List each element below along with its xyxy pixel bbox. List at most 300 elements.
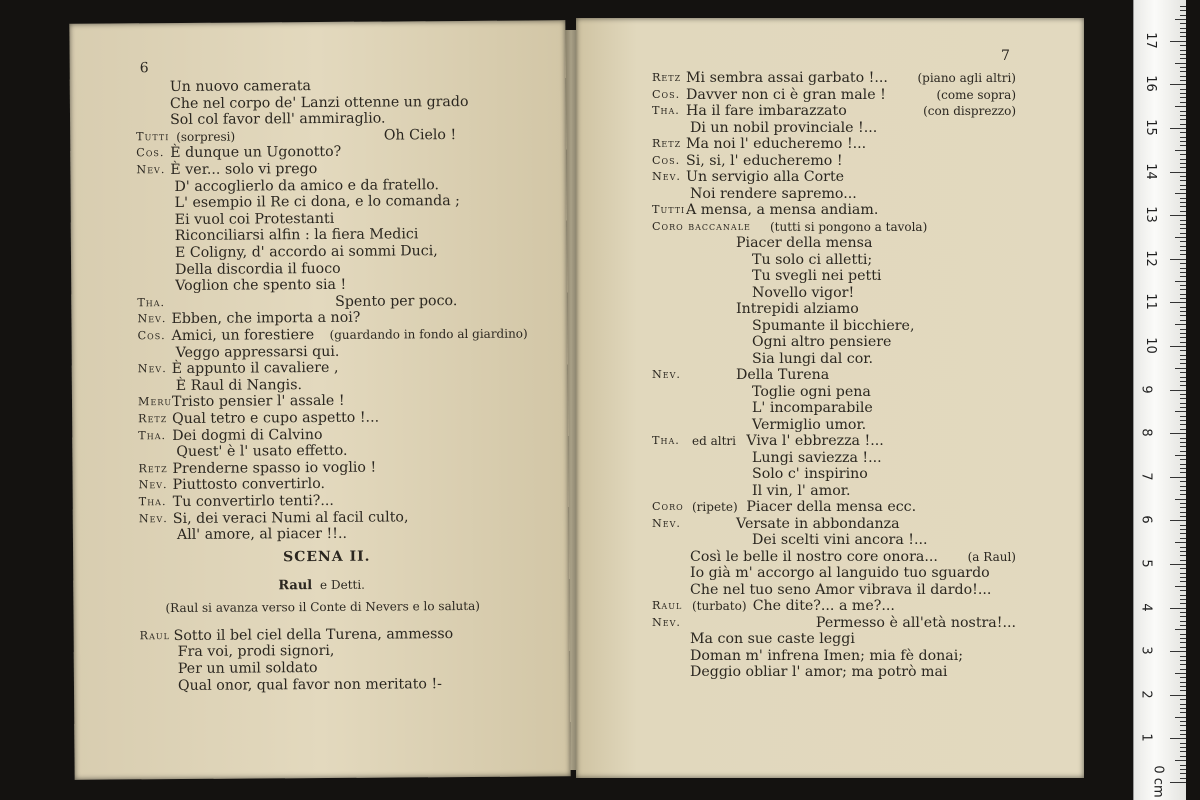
ruler-tick [1175,324,1186,325]
verse-text: Solo c' inspirino [752,466,868,482]
speaker-name: Retz [652,137,682,150]
ruler-tick [1180,398,1186,399]
stage-direction: (sorpresi) [176,129,236,144]
speaker-name: Nev. [137,312,167,326]
text-line [74,625,570,644]
ruler-tick [1170,302,1186,303]
speaker-name: Nev. [137,362,167,376]
speaker-name: Tha. [652,104,680,117]
ruler-tick [1180,516,1186,517]
ruler-tick [1170,564,1186,565]
ruler-tick [1180,438,1186,439]
verse-text: Per un umil soldato [177,660,318,677]
ruler-tick [1180,381,1186,382]
speaker-name: Cos. [137,329,166,343]
ruler-tick [1170,346,1186,347]
ruler-tick [1180,420,1186,421]
ruler-tick [1180,664,1186,665]
ruler-tick [1180,538,1186,539]
verse-text: È dunque un Ugonotto? [170,144,342,162]
ruler-tick [1180,590,1186,591]
cast-name: Raul [278,577,313,594]
ruler-tick [1180,547,1186,548]
ruler-tick [1180,468,1186,469]
verse-text: Oh Cielo ! [383,126,457,144]
ruler-label: 1 [1138,733,1154,743]
ruler-tick [1180,307,1186,308]
ruler-tick [1170,738,1186,739]
ruler-tick [1180,494,1186,495]
ruler-tick [1180,50,1186,51]
ruler-tick [1180,10,1186,11]
ruler-tick [1175,193,1186,194]
verse-text: Viva l' ebbrezza !... [746,433,884,449]
speaker-name: Nev. [652,615,681,629]
speaker-name: Nev. [138,511,168,525]
ruler-tick [1180,320,1186,321]
ruler-tick [1180,185,1186,186]
speaker-name: Tutti [136,129,170,144]
ruler-label: 17 [1142,32,1158,49]
ruler-tick [1180,533,1186,534]
ruler-tick [1175,411,1186,412]
verse-text: Piacer della mensa [736,235,873,251]
ruler-tick [1180,233,1186,234]
ruler-tick [1180,246,1186,247]
ruler-tick [1180,159,1186,160]
verse-text: Ma noi l' educheremo !... [686,136,867,152]
verse-text: Un servigio alla Corte [686,169,845,185]
verse-text: Sia lungi dal cor. [752,350,873,367]
ruler-tick [1180,202,1186,203]
ruler-tick [1180,751,1186,752]
ruler-tick [1180,721,1186,722]
speaker-name: Tha. [652,434,680,447]
ruler-tick [1180,581,1186,582]
ruler-tick [1180,551,1186,552]
text-line [74,675,570,694]
ruler-tick [1180,725,1186,726]
ruler-label: 8 [1138,428,1154,437]
ruler-tick [1180,612,1186,613]
ruler-tick [1180,625,1186,626]
verse-text: È ver... solo vi prego [170,161,318,179]
verse-text: Ma con sue caste leggi [690,631,855,647]
verse-text: È appunto il cavaliere , [171,360,339,378]
page-number: 7 [1001,48,1010,64]
ruler-tick [1180,616,1186,617]
ruler-tick [1180,429,1186,430]
verse-text: Qual onor, qual favor non meritato !- [177,675,442,694]
ruler-tick [1180,250,1186,251]
ruler-tick [1180,656,1186,657]
ruler-tick [1180,730,1186,731]
verse-text: Ha il fare imbarazzato [686,103,847,119]
ruler-tick [1170,520,1186,521]
ruler-tick [1170,390,1186,391]
ruler-tick [1180,647,1186,648]
ruler-tick [1180,778,1186,779]
ruler-tick [1180,486,1186,487]
ruler-tick [1180,416,1186,417]
verse-text: Veggo appressarsi qui. [175,343,340,361]
ruler-label: 12 [1142,250,1158,267]
ruler-tick [1180,525,1186,526]
ruler-tick [1180,198,1186,199]
ruler-tick [1180,355,1186,356]
ruler-tick [1170,172,1186,173]
verse-text: L' incomparabile [752,400,873,416]
ruler-tick [1180,769,1186,770]
verse-text: Voglion che spento sia ! [175,277,347,295]
ruler-tick [1180,677,1186,678]
scena-heading: SCENA II. [283,548,371,566]
verse-text: Si, si, l' educheremo ! [686,152,843,169]
ruler-label: 2 [1138,690,1154,699]
ruler-tick [1180,669,1186,670]
ruler-label: 4 [1138,602,1154,612]
ruler-tick [1180,97,1186,98]
ruler-tick [1180,167,1186,168]
verse-text: Io già m' accorgo al languido tuo sguardo [690,565,990,581]
verse-text: Un nuovo camerata [169,78,312,96]
ruler-tick [1170,608,1186,609]
ruler-tick [1170,41,1186,42]
ruler-label: 3 [1138,646,1154,655]
ruler-tick [1180,137,1186,138]
ruler-tick [1170,259,1186,260]
ruler-tick [1180,254,1186,255]
verse-text: Tristo pensier l' assale ! [171,393,345,411]
scena-cast [278,576,365,594]
verse-text: Noi rendere sapremo... [690,185,857,202]
verse-text: All' amore, al piacer !!.. [176,526,348,544]
ruler-tick [1175,542,1186,543]
ruler-label: 10 [1142,337,1158,354]
ruler-tick [1175,150,1186,151]
speaker-name: Tha. [138,495,167,509]
ruler-tick [1175,760,1186,761]
ruler-tick [1180,6,1186,7]
stage-direction: (con disprezzo) [923,104,1016,118]
ruler-tick [1180,294,1186,295]
verse-text: Si, dei veraci Numi al facil culto, [172,508,409,527]
ruler-tick [1180,89,1186,90]
ruler-tick [1180,154,1186,155]
verse-text: Novello vigor! [752,284,855,301]
ruler-tick [1180,464,1186,465]
verse-text: Riconciliarsi alfin : la fiera Medici [174,226,419,245]
speaker-name: Cos. [652,153,681,167]
ruler-label: 16 [1142,75,1158,93]
ruler-tick [1180,424,1186,425]
stage-direction: (ripete) [692,500,738,514]
ruler-tick [1180,372,1186,373]
verse-text: Sol col favor dell' ammiraglio. [169,110,386,129]
ruler-tick [1180,568,1186,569]
verse-text: Ebben, che importa a noi? [171,310,361,328]
ruler-tick [1180,577,1186,578]
text-line [70,93,566,112]
ruler-tick [1180,119,1186,120]
ruler-tick [1180,743,1186,744]
ruler-tick [1180,573,1186,574]
ruler-tick [1180,71,1186,72]
ruler-tick [1180,189,1186,190]
stage-direction: (tutti si pongono a tavola) [770,219,928,234]
stage-direction: (a Raul) [967,549,1016,564]
ruler-tick [1180,708,1186,709]
ruler-label: 9 [1138,384,1154,394]
ruler-tick [1180,263,1186,264]
ruler-tick [1180,704,1186,705]
ruler-tick [1175,281,1186,282]
ruler-label: 6 [1138,515,1154,525]
speaker-name: Raul [139,628,170,643]
verse-text: Piuttosto convertirlo. [172,476,326,494]
verse-text: Della discordia il fuoco [175,260,341,278]
verse-text: Vermiglio umor. [752,416,867,433]
ruler-tick [1170,477,1186,478]
cast-rest: e Detti. [316,577,366,592]
verse-text: Versate in abbondanza [736,515,900,532]
verse-text: Quest' è l' usato effetto. [176,442,348,461]
ruler-tick [1180,490,1186,491]
speaker-name: Retz [138,461,168,476]
ruler-tick [1180,141,1186,142]
ruler-tick [1170,782,1186,783]
ruler-tick [1175,717,1186,718]
ruler-tick [1180,459,1186,460]
ruler-tick [1180,58,1186,59]
ruler-tick [1180,363,1186,364]
verse-text: Così le belle il nostro core onora... [690,548,938,565]
ruler-tick [1175,368,1186,369]
ruler-tick [1175,673,1186,674]
ruler-tick [1180,385,1186,386]
ruler-tick [1180,621,1186,622]
verse-text: Lungi saviezza !... [752,449,882,466]
ruler-tick [1180,342,1186,343]
speaker-name: Nev. [652,368,681,381]
ruler-tick [1180,124,1186,125]
ruler-tick [1180,446,1186,447]
ruler-tick [1180,337,1186,338]
verse-text: E Coligny, d' accordo ai sommi Duci, [174,243,438,262]
stage-direction: (piano agli altri) [917,71,1016,85]
speaker-name: Cos. [652,87,681,101]
speaker-name: Retz [652,71,682,84]
ruler-tick [1170,84,1186,85]
verse-text: Fra voi, prodi signori, [177,643,335,661]
ruler-tick [1180,747,1186,748]
ruler-tick [1180,359,1186,360]
ruler-tick [1180,603,1186,604]
speaker-name: Nev. [138,478,168,492]
ruler-tick [1180,80,1186,81]
ruler-tick [1175,106,1186,107]
ruler-tick [1180,241,1186,242]
ruler-tick [1175,629,1186,630]
ruler-tick [1180,512,1186,513]
speaker-name: Meru [137,395,173,409]
verse-text: Deggio obliar l' amor; ma potrò mai [690,664,948,680]
ruler-tick [1180,333,1186,334]
ruler-tick [1180,115,1186,116]
stage-direction: (turbato) [692,599,747,613]
speaker-name: Raul [652,599,683,612]
ruler-label: 5 [1138,559,1154,568]
verse-text: D' accoglierlo da amico e da fratello. [174,176,440,195]
ruler-tick [1180,686,1186,687]
ruler-tick [1180,634,1186,635]
ruler-tick [1180,765,1186,766]
right-page [576,18,1084,778]
ruler-tick [1180,176,1186,177]
ruler-label: 13 [1142,206,1158,223]
ruler-tick [1175,63,1186,64]
speaker-name: Nev. [136,163,166,177]
ruler-tick [1180,102,1186,103]
ruler-tick [1180,503,1186,504]
ruler-tick [1180,111,1186,112]
ruler-tick [1180,132,1186,133]
ruler-tick [1180,638,1186,639]
ruler-tick [1180,660,1186,661]
ruler-tick [1180,45,1186,46]
verse-text: Prenderne spasso io voglio ! [172,459,377,477]
ruler-tick [1180,734,1186,735]
ruler-tick [1180,180,1186,181]
ruler-tick [1175,19,1186,20]
speaker-name: Coro [652,500,684,513]
verse-text: Permesso è all'età nostra!... [815,614,1016,631]
verse-text: A mensa, a mensa andiam. [686,202,879,218]
ruler-tick [1180,529,1186,530]
ruler-tick [1180,756,1186,757]
ruler-tick [1180,211,1186,212]
ruler-tick [1175,237,1186,238]
ruler-tick [1180,773,1186,774]
speaker-name: Retz [138,412,168,426]
ruler-tick [1180,377,1186,378]
ruler-tick [1170,695,1186,696]
verse-text: Doman m' infrena Imen; mia fè donai; [690,647,964,664]
ruler-tick [1180,36,1186,37]
ruler-tick [1180,224,1186,225]
ruler-tick [1180,555,1186,556]
ruler-label: 15 [1142,119,1158,136]
stage-direction: (come sopra) [936,87,1016,102]
verse-text: Il vin, l' amor. [752,482,851,499]
ruler-label: 0 cm [1150,765,1166,798]
ruler-tick [1175,455,1186,456]
ruler-tick [1180,76,1186,77]
stage-direction: (guardando in fondo al giardino) [329,326,528,342]
verse-text: Intrepidi alziamo [736,301,859,317]
ruler-tick [1180,93,1186,94]
ruler-tick [1180,442,1186,443]
speaker-name: Cos. [136,146,165,160]
ruler-tick [1180,145,1186,146]
verse-text: Di un nobil provinciale !... [690,119,878,136]
ruler-tick [1180,682,1186,683]
verse-text: Ogni altro pensiere [752,334,892,350]
ruler-tick [1180,403,1186,404]
verse-text: Della Turena [736,367,830,383]
ruler-tick [1180,329,1186,330]
page-number: 6 [139,60,149,77]
verse-text: Ei vuol coi Protestanti [174,210,335,228]
verse-text: Tu convertirlo tenti?... [172,492,334,511]
ruler-tick [1180,276,1186,277]
ruler-tick [1175,586,1186,587]
verse-text: Mi sembra assai garbato !... [686,70,888,86]
ruler-tick [1180,298,1186,299]
verse-text: Piacer della mensa ecc. [746,499,917,515]
ruler-tick [1180,699,1186,700]
ruler-label: 11 [1142,293,1158,311]
speaker-name: Tha. [138,428,167,442]
ruler-tick [1180,642,1186,643]
ruler-tick [1180,451,1186,452]
ruler-tick [1180,481,1186,482]
ruler-tick [1180,206,1186,207]
speaker-name: Tutti [652,203,686,216]
ruler-tick [1180,289,1186,290]
ruler-tick [1180,315,1186,316]
speaker-name: Coro baccanale [652,219,751,233]
verse-text: L' esempio il Re ci dona, e lo comanda ; [174,193,460,212]
left-page [69,20,570,779]
ruler-tick [1180,32,1186,33]
speaker-name: Nev. [652,170,681,183]
verse-text: Che nel corpo de' Lanzi ottenne un grado [169,93,469,112]
ruler-tick [1180,712,1186,713]
ruler-tick [1180,350,1186,351]
ruler-tick [1180,228,1186,229]
verse-text: Spumante il bicchiere, [752,317,915,334]
verse-text: Tu solo ci alletti; [752,251,873,268]
ruler-tick [1175,499,1186,500]
ruler-tick [1180,285,1186,286]
ruler-tick [1180,272,1186,273]
verse-text: Davver non ci è gran male ! [686,86,886,103]
verse-text: Qual tetro e cupo aspetto !... [172,409,380,428]
ruler-tick [1180,407,1186,408]
ruler-tick [1180,311,1186,312]
verse-text: Tu svegli nei petti [752,268,882,284]
ruler-tick [1170,215,1186,216]
ruler-tick [1180,54,1186,55]
verse-text: Sotto il bel ciel della Turena, ammesso [173,625,454,644]
verse-text: Che dite?... a me?... [752,598,895,614]
text-line [72,392,568,411]
ruler-tick [1180,67,1186,68]
verse-text: Spento per poco. [335,292,458,310]
ruler-tick [1180,163,1186,164]
ruler-tick [1180,268,1186,269]
ruler-tick [1180,220,1186,221]
ruler-tick [1180,690,1186,691]
ruler-tick [1180,472,1186,473]
ruler-tick [1180,28,1186,29]
speaker-name: Tha. [137,295,166,310]
verse-text: È Raul di Nangis. [175,376,303,394]
ruler-tick [1180,599,1186,600]
speaker-name: Nev. [652,516,681,530]
ruler-label: 7 [1138,472,1154,481]
